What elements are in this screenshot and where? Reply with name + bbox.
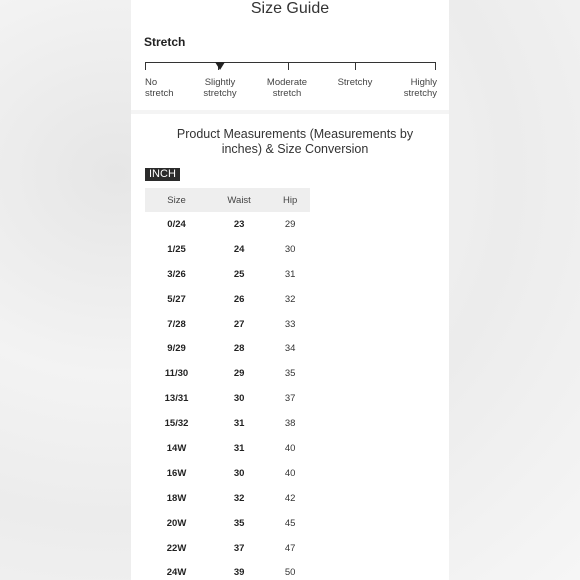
hip-cell: 33 [284, 318, 296, 330]
table-row [145, 212, 310, 237]
column-header: Waist [227, 194, 251, 206]
table-row [145, 486, 310, 511]
waist-cell: 30 [233, 467, 245, 479]
stretch-tick [288, 62, 289, 70]
table-row [145, 411, 310, 436]
hip-cell: 50 [284, 567, 296, 579]
stretch-marker-icon [215, 62, 225, 70]
column-header: Hip [282, 194, 298, 206]
hip-cell: 40 [284, 467, 296, 479]
hip-cell: 45 [284, 517, 296, 529]
waist-cell: 27 [233, 318, 245, 330]
stretch-level-line2: stretchy [403, 88, 437, 99]
waist-cell: 31 [233, 418, 245, 430]
table-row [145, 560, 310, 580]
waist-cell: 31 [233, 442, 245, 454]
waist-cell: 32 [233, 492, 245, 504]
stretch-tick [145, 62, 146, 70]
hip-cell: 37 [284, 393, 296, 405]
size-cell: 16W [166, 467, 187, 479]
size-cell: 11/30 [164, 368, 189, 380]
stretch-tick [435, 62, 436, 70]
hip-cell: 29 [284, 218, 296, 230]
hip-cell: 38 [284, 418, 296, 430]
hip-cell: 31 [284, 268, 296, 280]
waist-cell: 39 [233, 567, 245, 579]
hip-cell: 35 [284, 368, 296, 380]
stretch-level-slightly [190, 77, 250, 99]
size-cell: 15/32 [164, 418, 189, 430]
hip-cell: 32 [284, 293, 296, 305]
size-cell: 7/28 [167, 318, 186, 330]
hip-cell: 47 [284, 542, 296, 554]
stretch-label: Stretch [144, 35, 186, 49]
measurements-heading: Product Measurements (Measurements by inches) & Size Conversion [176, 127, 414, 156]
stretch-level-line1: Slightly [204, 77, 236, 88]
table-row [145, 436, 310, 461]
unit-badge[interactable]: INCH [145, 168, 180, 181]
size-guide-card [131, 0, 449, 580]
stretch-level-moderate [257, 77, 317, 99]
waist-cell: 28 [233, 343, 245, 355]
stretch-level-line2: stretchy [203, 88, 237, 99]
table-row [145, 262, 310, 287]
size-cell: 0/24 [167, 218, 186, 230]
stretch-level-highly [377, 77, 437, 99]
hip-cell: 40 [284, 442, 296, 454]
stretch-level-line1: Stretchy [337, 77, 373, 88]
size-cell: 24W [166, 567, 187, 579]
table-row [145, 461, 310, 486]
waist-cell: 35 [233, 517, 245, 529]
stretch-tick [355, 62, 356, 70]
size-cell: 5/27 [167, 293, 186, 305]
page-title: Size Guide [250, 0, 330, 17]
waist-cell: 29 [233, 368, 245, 380]
stretch-level-line1: No [145, 77, 158, 88]
hip-cell: 30 [284, 243, 296, 255]
waist-cell: 30 [233, 393, 245, 405]
stretch-level-line2: stretch [272, 88, 302, 99]
waist-cell: 23 [233, 218, 245, 230]
hip-cell: 34 [284, 343, 296, 355]
stretch-scale-line [145, 62, 436, 63]
size-cell: 13/31 [164, 393, 189, 405]
waist-cell: 26 [233, 293, 245, 305]
stretch-level-line2: stretch [145, 88, 174, 99]
size-cell: 20W [166, 517, 187, 529]
size-cell: 3/26 [167, 268, 186, 280]
waist-cell: 37 [233, 542, 245, 554]
size-cell: 22W [166, 542, 187, 554]
size-cell: 9/29 [167, 343, 186, 355]
stretch-level-line1: Highly [410, 77, 437, 88]
size-cell: 1/25 [167, 243, 186, 255]
size-cell: 18W [166, 492, 187, 504]
waist-cell: 25 [233, 268, 245, 280]
hip-cell: 42 [284, 492, 296, 504]
table-row [145, 536, 310, 561]
table-row [145, 511, 310, 536]
table-row [145, 336, 310, 361]
size-cell: 14W [166, 442, 187, 454]
table-header-row [145, 188, 310, 212]
section-divider [131, 110, 449, 114]
table-row [145, 361, 310, 386]
table-row [145, 312, 310, 337]
table-row [145, 287, 310, 312]
table-row [145, 386, 310, 411]
table-row [145, 237, 310, 262]
stretch-level-line1: Moderate [266, 77, 308, 88]
size-table [145, 188, 310, 580]
waist-cell: 24 [233, 243, 245, 255]
stretch-level-stretchy [325, 77, 385, 88]
column-header: Size [167, 194, 186, 206]
